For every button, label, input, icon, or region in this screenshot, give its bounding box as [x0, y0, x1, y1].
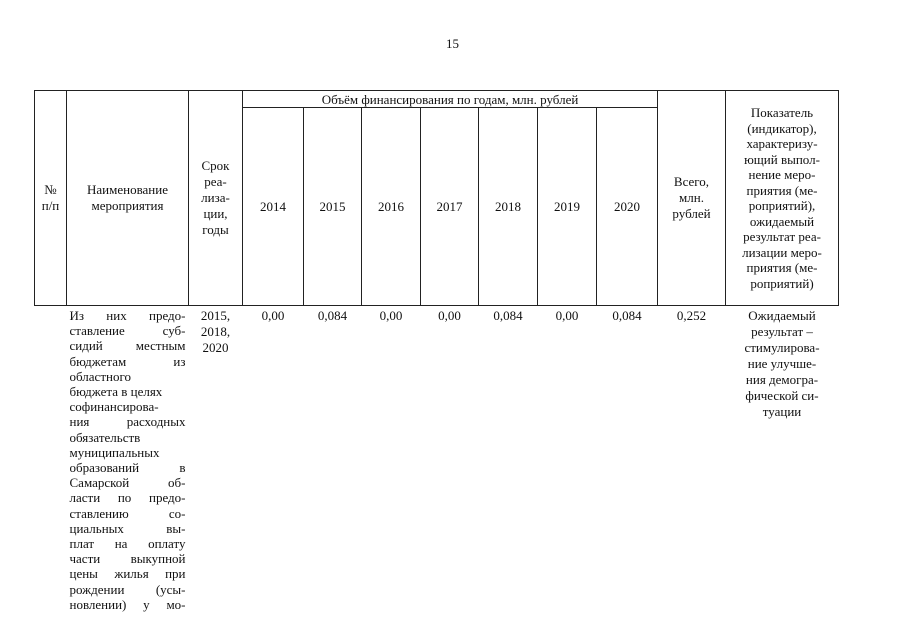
table-row [35, 306, 839, 613]
header-indicator: Показатель (индикатор), характеризу- ющий выпол- нение меро- приятия (ме- роприятий), ожидаемый результат реа- лизации меро- приятия (ме- роприятий) [726, 91, 839, 306]
cell-2016: 0,00 [379, 308, 403, 323]
financing-table [34, 90, 839, 612]
cell-2014: 0,00 [261, 308, 285, 323]
header-name: Наименование мероприятия [67, 91, 189, 306]
cell-term: 2015, 2018, 2020 [200, 308, 231, 355]
cell-2015: 0,084 [317, 308, 348, 323]
header-financing-group: Объём финансирования по годам, млн. рублей [243, 91, 658, 108]
cell-2017: 0,00 [438, 308, 461, 323]
cell-name: Из них предо- ставление суб- сидий местным бюджетам из областного бюджета в целях софинансирова- ния расходных обязательств муниципальных образований в Самарской об- ласти по предо- ставлению со- циальных вы- плат на оплату части выкупной цены жилья при рождении (усы- новлении) у мо- [69, 308, 186, 612]
page-number: 15 [446, 36, 459, 51]
header-total: Всего, млн. рублей [658, 91, 726, 306]
header-year-2019: 2019 [538, 108, 597, 306]
header-year-2016: 2016 [362, 108, 421, 306]
cell-total: 0,252 [676, 308, 707, 323]
header-year-2014: 2014 [243, 108, 304, 306]
cell-2020: 0,084 [612, 308, 642, 323]
header-num: № п/п [35, 91, 67, 306]
cell-2019: 0,00 [555, 308, 579, 323]
header-year-2018: 2018 [479, 108, 538, 306]
header-term: Срок реа- лиза- ции, годы [189, 91, 243, 306]
header-year-2015: 2015 [304, 108, 362, 306]
header-year-2017: 2017 [421, 108, 479, 306]
cell-2018: 0,084 [493, 308, 523, 323]
header-year-2020: 2020 [597, 108, 658, 306]
cell-num [35, 306, 67, 613]
cell-result: Ожидаемый результат – стимулирова- ние улучше- ния демогра- фической си- туации [744, 308, 820, 419]
